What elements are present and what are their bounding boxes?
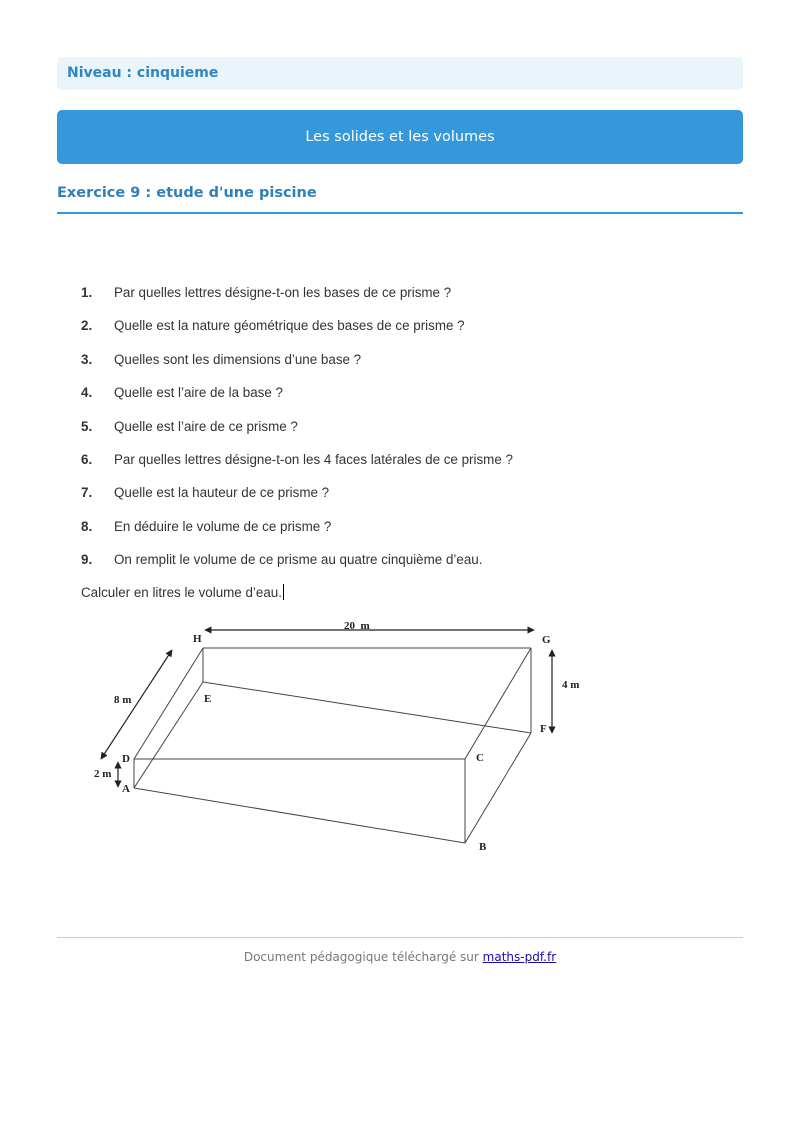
point-label-e: E	[204, 693, 212, 705]
final-instruction-text: Calculer en litres le volume d’eau.	[81, 585, 282, 600]
edge-ab	[134, 788, 465, 843]
question-text: Par quelles lettres désigne-t-on les 4 faces latérales de ce prisme ?	[114, 451, 513, 467]
footer-link[interactable]: maths-pdf.fr	[482, 950, 557, 964]
edge-ef	[203, 682, 531, 733]
question-number: 2.	[81, 318, 93, 334]
question-text: Quelle est l’aire de ce prisme ?	[114, 418, 298, 434]
edge-ae	[134, 682, 203, 788]
question-text: On remplit le volume de ce prisme au quatre cinquième d’eau.	[114, 552, 483, 568]
question-item	[81, 316, 513, 349]
question-item	[81, 450, 513, 483]
question-text: Par quelles lettres désigne-t-on les bases de ce prisme ?	[114, 285, 452, 300]
dim-label-deep: 4 m	[562, 679, 580, 691]
edge-bf	[465, 733, 531, 843]
dim-label-length: 20 m	[344, 620, 370, 632]
dim-label-width: 8 m	[114, 694, 132, 706]
question-number: 5.	[81, 418, 93, 434]
question-text: En déduire le volume de ce prisme ?	[114, 518, 332, 534]
point-label-a: A	[122, 783, 130, 795]
question-list	[81, 283, 513, 584]
question-number: 9.	[81, 552, 93, 568]
text-cursor	[283, 584, 284, 600]
edge-dh	[134, 648, 203, 759]
question-number: 6.	[81, 451, 93, 467]
question-number: 3.	[81, 351, 93, 367]
dim-label-shallow: 2 m	[94, 768, 112, 780]
footer-divider	[57, 937, 743, 938]
question-text: Quelle est l’aire de la base ?	[114, 385, 283, 401]
footer	[0, 950, 800, 964]
chapter-banner: Les solides et les volumes	[57, 110, 743, 164]
point-label-h: H	[193, 633, 202, 645]
edge-cg	[465, 648, 531, 759]
point-label-b: B	[479, 841, 487, 853]
question-item	[81, 483, 513, 516]
question-item	[81, 417, 513, 450]
question-number: 1.	[81, 285, 93, 300]
question-text: Quelles sont les dimensions d’une base ?	[114, 351, 362, 367]
question-number: 7.	[81, 485, 93, 501]
question-item	[81, 383, 513, 416]
question-item	[81, 350, 513, 383]
pool-prism-figure	[0, 600, 800, 860]
point-label-f: F	[540, 723, 547, 735]
width-arrow	[101, 650, 172, 759]
question-text: Quelle est la nature géométrique des bases de ce prisme ?	[114, 318, 465, 334]
point-label-d: D	[122, 753, 130, 765]
question-item	[81, 550, 513, 583]
title-divider	[57, 212, 743, 214]
question-number: 4.	[81, 385, 93, 401]
question-item	[81, 283, 513, 316]
question-number: 8.	[81, 518, 93, 534]
exercise-title: Exercice 9 : etude d'une piscine	[57, 185, 317, 201]
point-label-g: G	[542, 634, 551, 646]
point-label-c: C	[476, 752, 484, 764]
footer-text: Document pédagogique téléchargé sur	[243, 950, 479, 964]
question-text: Quelle est la hauteur de ce prisme ?	[114, 485, 330, 501]
level-badge: Niveau : cinquieme	[57, 57, 743, 90]
question-item	[81, 517, 513, 550]
